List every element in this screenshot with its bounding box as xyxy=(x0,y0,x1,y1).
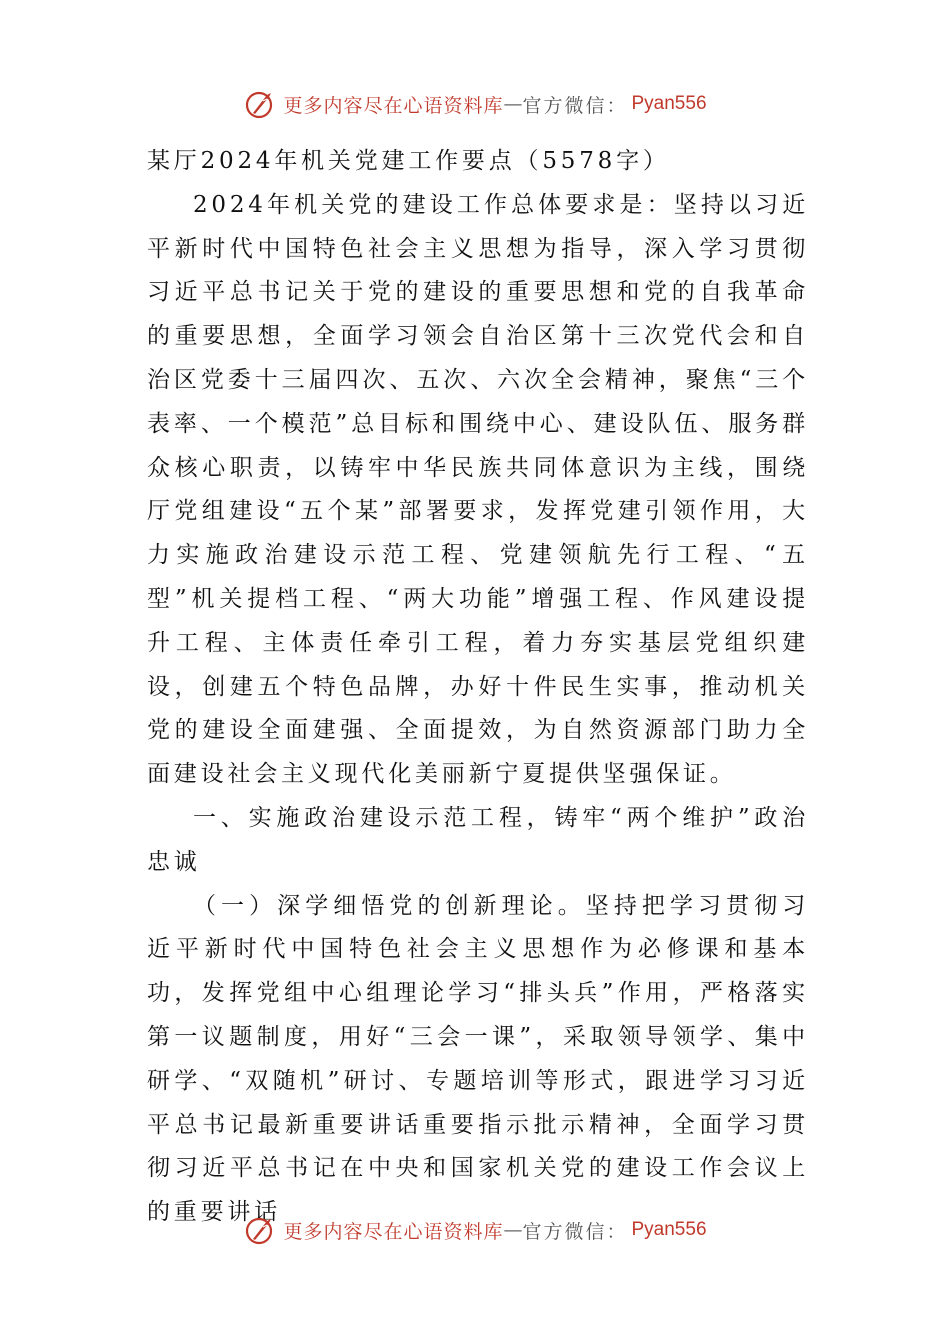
watermark-official-label: 官方微信： xyxy=(522,1220,628,1243)
watermark-text: 更多内容尽在心语资料库 xyxy=(283,94,504,117)
section-heading-1: 一、实施政治建设示范工程，铸牢“两个维护”政治忠诚 xyxy=(147,804,809,875)
paragraph-general-requirements: 2024年机关党的建设工作总体要求是：坚持以习近平新时代中国特色社会主义思想为指导，深入学习贯彻习近平总书记关于党的建设的重要思想和党的自我革命的重要思想，全面学习领会自治区第十三次党代会和自治区党委十三届四次、五次、六次全会精神，聚焦“三个表率、一个模范”总目标和围绕中心、建设队伍、服务群众核心职责，以铸牢中华民族共同体意识为主线，围绕厅党组建设“五个某”部署要求，发挥党建引领作用，大力实施政治建设示范工程、党建领航先行工程、“五型”机关提档工程、“两大功能”增强工程、作风建设提升工程、主体责任牵引工程，着力夯实基层党组织建设，创建五个特色品牌，办好十件民生实事，推动机关党的建设全面建强、全面提效，为自然资源部门助力全面建设社会主义现代化美丽新宁夏提供坚强保证。 xyxy=(147,191,809,788)
document-title: 某厅2024年机关党建工作要点（5578字） xyxy=(147,148,670,174)
watermark-footer xyxy=(0,1210,950,1250)
watermark-dash: — xyxy=(503,93,523,115)
watermark-wechat-id: Pyan556 xyxy=(631,1219,707,1240)
quill-pen-icon xyxy=(243,1213,277,1247)
watermark-header xyxy=(0,84,950,124)
quill-pen-icon xyxy=(243,87,277,121)
watermark-text: 更多内容尽在心语资料库 xyxy=(283,1220,504,1243)
document-body xyxy=(147,140,809,1235)
watermark-official-label: 官方微信： xyxy=(522,94,628,117)
watermark-dash: — xyxy=(503,1219,523,1241)
paragraph-subsection-1: （一）深学细悟党的创新理论。坚持把学习贯彻习近平新时代中国特色社会主义思想作为必修课和基本功，发挥党组中心组理论学习“排头兵”作用，严格落实第一议题制度，用好“三会一课”，采取领导领学、集中研学、“双随机”研讨、专题培训等形式，跟进学习习近平总书记最新重要讲话重要指示批示精神，全面学习贯彻习近平总书记在中央和国家机关党的建设工作会议上的重要讲话 xyxy=(147,892,809,1226)
watermark-wechat-id: Pyan556 xyxy=(631,93,707,114)
